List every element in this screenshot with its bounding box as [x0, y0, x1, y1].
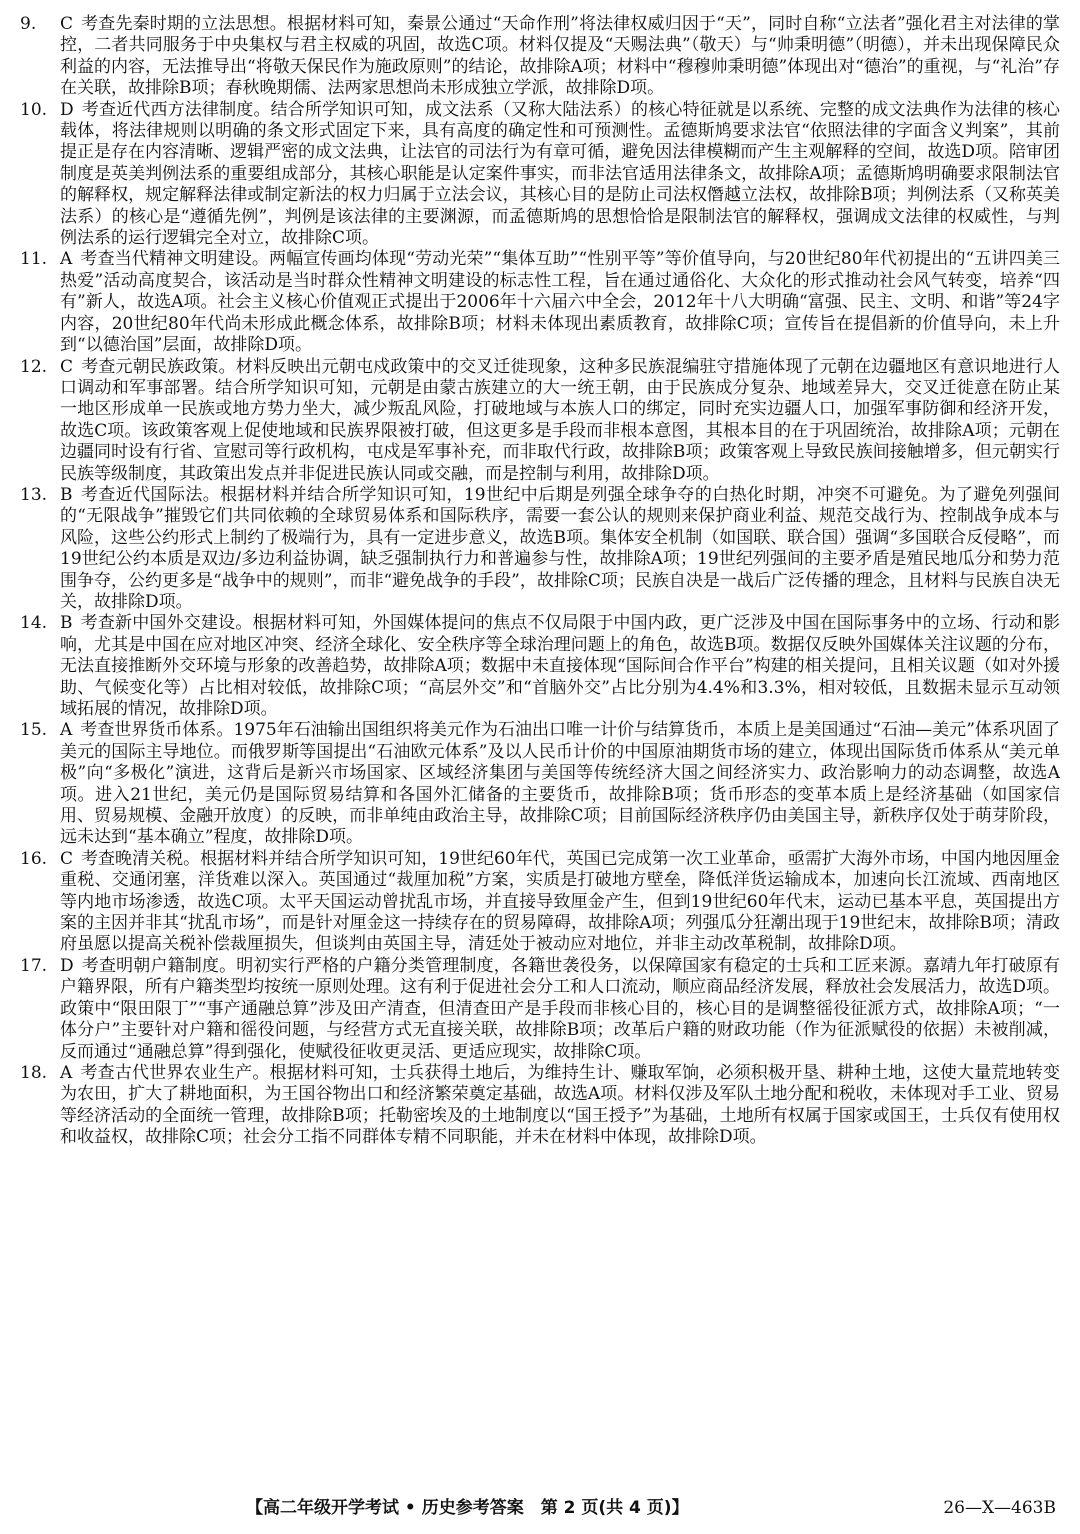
answer-letter: B — [60, 484, 73, 505]
document-code: 26—X—463B — [943, 1498, 1056, 1518]
answer-item — [20, 720, 1060, 848]
answer-item — [20, 485, 1060, 613]
explanation-text: 考查明朝户籍制度。明初实行严格的户籍分类管理制度，各籍世袭役务，以保障国家有稳定的士兵和工匠来源。嘉靖九年打破原有户籍界限，所有户籍类型均按统一原则处理。这有利于促进社会分工和人口流动，顺应商品经济发展，释放社会发展活力，故选D项。政策中“限田限丁”“事产通融总算”涉及田产清查，但清查田产是手段而非核心目的，核心目的是调整徭役征派方式，故排除A项；“一体分户”主要针对户籍和徭役问题，与经营方式无直接关联，故排除B项；改革后户籍的财政功能（作为征派赋役的依据）未被削减，反而通过“通融总算”得到强化，使赋役征收更灵活、更适应现实，故排除C项。 — [60, 955, 1060, 1062]
answer-letter: C — [60, 14, 74, 34]
footer-title: 【高二年级开学考试 • 历史参考答案 第 2 页(共 4 页)】 — [246, 1498, 689, 1518]
answer-letter: A — [60, 249, 73, 270]
question-number: 17. — [20, 955, 48, 976]
question-number: 12. — [20, 356, 48, 377]
page-footer — [0, 1496, 1080, 1520]
explanation-text: 考查世界货币体系。1975年石油输出国组织将美元作为石油出口唯一计价与结算货币，本质上是美国通过“石油—美元”体系巩固了美元的国际主导地位。而俄罗斯等国提出“石油欧元体系”及以人民币计价的中国原油期货市场的建立，体现出国际货币体系从“美元单极”向“多极化”演进，这背后是新兴市场国家、区域经济集团与美国等传统经济大国之间经济实力、政治影响力的动态调整，故选A项。进入21世纪，美元仍是国际贸易结算和各国外汇储备的主要货币，故排除B项；货币形态的变革本质上是经济基础（如国家信用、贸易规模、金融开放度）的反映，而非单纯由政治主导，故排除C项；目前国际经济秩序仍由美国主导，新秩序仅处于萌芽阶段，远未达到“基本确立”程度，故排除D项。 — [60, 720, 1060, 848]
question-number: 14. — [20, 613, 48, 634]
explanation-text: 考查近代国际法。根据材料并结合所学知识可知，19世纪中后期是列强全球争夺的白热化时期，冲突不可避免。为了避免列强间的“无限战争”摧毁它们共同依赖的全球贸易体系和国际秩序，需要一套公认的规则来保护商业利益、规范交战行为、控制战争成本与风险，这些公约形式上制约了极端行为，具有一定进步意义，故选B项。集体安全机制（如国联、联合国）强调“多国联合反侵略”，而19世纪公约本质是双边/多边利益协调，缺乏强制执行力和普遍参与性，故排除A项；19世纪列强间的主要矛盾是殖民地瓜分和势力范围争夺，公约更多是“战争中的规则”，而非“避免战争的手段”，故排除C项；民族自决是一战后广泛传播的理念，且材料与民族自决无关，故排除D项。 — [60, 484, 1060, 612]
answer-letter: D — [60, 99, 74, 120]
question-number: 13. — [20, 484, 48, 505]
answer-letter: C — [60, 356, 74, 377]
explanation-text: 考查近代西方法律制度。结合所学知识可知，成文法系（又称大陆法系）的核心特征就是以系统、完整的成文法典作为法律的核心载体，将法律规则以明确的条文形式固定下来，具有高度的确定性和可预测性。孟德斯鸠要求法官“依照法律的字面含义判案”，其前提正是存在内容清晰、逻辑严密的成文法典，让法官的司法行为有章可循，避免因法律模糊而产生主观解释的空间，故选D项。陪审团制度是英美判例法系的重要组成部分，其核心职能是认定案件事实，而非法官适用法律条文，故排除A项；孟德斯鸠明确要求限制法官的解释权，规定解释法律或制定新法的权力归属于立法会议，其核心目的是防止司法权僭越立法权，故排除B项；判例法系（又称英美法系）的核心是“遵循先例”，判例是该法律的主要渊源，而孟德斯鸠的思想恰恰是限制法官的解释权，强调成文法律的权威性，与判例法系的运行逻辑完全对立，故排除C项。 — [60, 99, 1060, 249]
question-number: 9. — [20, 14, 37, 34]
answer-page — [20, 14, 1060, 1484]
answer-letter: C — [60, 848, 74, 869]
answer-letter: D — [60, 955, 74, 976]
answer-item — [20, 100, 1060, 250]
explanation-text: 考查当代精神文明建设。两幅宣传画均体现“劳动光荣”“集体互助”“性别平等”等价值导向，与20世纪80年代初提出的“五讲四美三热爱”活动高度契合，该活动是当时群众性精神文明建设的标志性工程，旨在通过通俗化、大众化的形式推动社会风气转变，培养“四有”新人，故选A项。社会主义核心价值观正式提出于2006年十六届六中全会，2012年十八大明确“富强、民主、文明、和谐”等24字内容，20世纪80年代尚未形成此概念体系，故排除B项；材料未体现出素质教育，故排除C项；宣传旨在提倡新的价值导向，未上升到“以德治国”层面，故排除D项。 — [60, 249, 1060, 356]
answer-letter: A — [60, 1062, 73, 1083]
explanation-text: 考查古代世界农业生产。根据材料可知，士兵获得土地后，为维持生计、赚取军饷，必须积极开垦、耕种土地，这使大量荒地转变为农田，扩大了耕地面积，为王国谷物出口和经济繁荣奠定基础，故选A项。材料仅涉及军队土地分配和税收，未体现对手工业、贸易等经济活动的全面统一管理，故排除B项；托勒密埃及的土地制度以“国王授予”为基础，土地所有权属于国家或国王，士兵仅有使用权和收益权，故排除C项；社会分工指不同群体专精不同职能，并未在材料中体现，故排除D项。 — [60, 1062, 1060, 1148]
answer-item — [20, 249, 1060, 356]
answer-item — [20, 14, 1060, 100]
question-number: 15. — [20, 720, 48, 741]
explanation-text: 考查先秦时期的立法思想。根据材料可知，秦景公通过“天命作刑”将法律权威归因于“天”，同时自称“立法者”强化君主对法律的掌控，二者共同服务于中央集权与君主权威的巩固，故选C项。材料仅提及“天赐法典”（敬天）与“帅秉明德”（明德），并未出现保障民众利益的内容，无法推导出“将敬天保民作为施政原则”的结论，故排除A项；材料中“穆穆帅秉明德”体现出对“德治”的重视，与“礼治”存在关联，故排除B项；春秋晚期儒、法两家思想尚未形成独立学派，故排除D项。 — [60, 14, 1060, 99]
question-number: 16. — [20, 848, 48, 869]
question-number: 10. — [20, 99, 48, 120]
answer-item — [20, 613, 1060, 720]
answer-letter: B — [60, 613, 73, 634]
answer-item — [20, 956, 1060, 1063]
answer-letter: A — [60, 720, 73, 741]
explanation-text: 考查新中国外交建设。根据材料可知，外国媒体提问的焦点不仅局限于中国内政，更广泛涉及中国在国际事务中的立场、行动和影响，尤其是中国在应对地区冲突、经济全球化、安全秩序等全球治理问题上的角色，故选B项。数据仅反映外国媒体关注议题的分布，无法直接推断外交环境与形象的改善趋势，故排除A项；数据中未直接体现“国际间合作平台”构建的相关提问，且相关议题（如对外援助、气候变化等）占比相对较低，故排除C项；“高层外交”和“首脑外交”占比分别为4.4%和3.3%，相对较低，且数据未显示互动领域拓展的情况，故排除D项。 — [60, 613, 1060, 719]
answer-item — [20, 1063, 1060, 1149]
explanation-text: 考查晚清关税。根据材料并结合所学知识可知，19世纪60年代，英国已完成第一次工业革命，亟需扩大海外市场，中国内地因厘金重税、交通闭塞，洋货难以深入。英国通过“裁厘加税”方案，实质是打破地方壁垒，降低洋货运输成本，加速向长江流域、西南地区等内地市场渗透，故选C项。太平天国运动曾扰乱市场，并直接导致厘金产生，但到19世纪60年代末，运动已基本平息，英国提出方案的主因并非其“扰乱市场”，而是针对厘金这一持续存在的贸易障碍，故排除A项；列强瓜分狂潮出现于19世纪末，故排除B项；清政府虽愿以提高关税补偿裁厘损失，但谈判由英国主导，清廷处于被动应对地位，并非主动改革税制，故排除D项。 — [60, 848, 1060, 955]
question-number: 11. — [20, 249, 48, 270]
explanation-text: 考查元朝民族政策。材料反映出元朝屯戍政策中的交叉迁徙现象，这种多民族混编驻守措施体现了元朝在边疆地区有意识地进行人口调动和军事部署。结合所学知识可知，元朝是由蒙古族建立的大一统王朝，由于民族成分复杂、地域差异大，交叉迁徙意在防止某一地区形成单一民族或地方势力坐大，减少叛乱风险，打破地域与本族人口的绑定，同时充实边疆人口，加强军事防御和经济开发，故选C项。该政策客观上促使地域和民族界限被打破，但这更多是手段而非根本意图，其根本目的在于巩固统治，故排除A项；元朝在边疆同时设有行省、宣慰司等行政机构，屯戍是军事补充，而非取代行政，故排除B项；政策客观上导致民族间接触增多，但元朝实行民族等级制度，其政策出发点并非促进民族认同或交融，而是控制与利用，故排除D项。 — [60, 356, 1060, 484]
question-number: 18. — [20, 1062, 48, 1083]
answer-item — [20, 357, 1060, 485]
answer-item — [20, 849, 1060, 956]
